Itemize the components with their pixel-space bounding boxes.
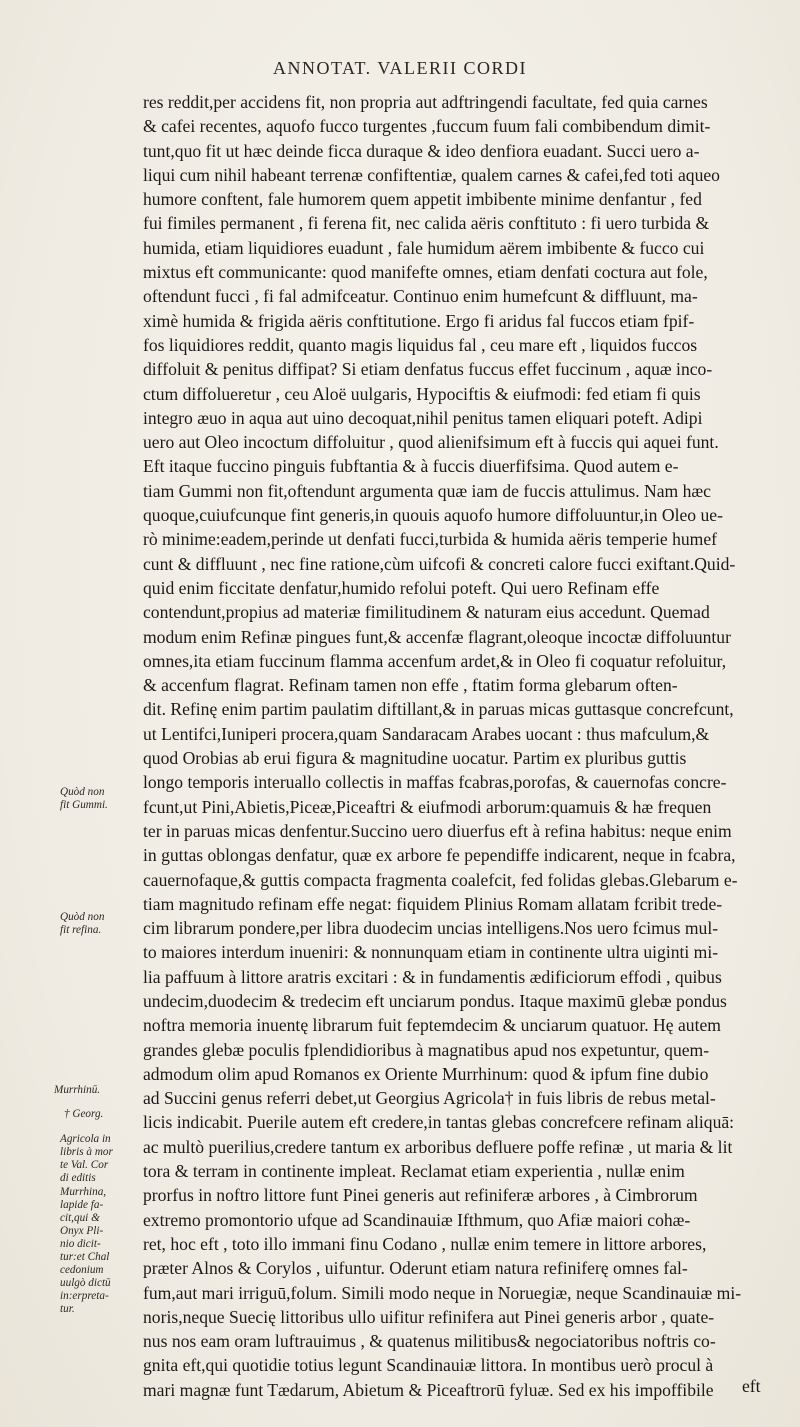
margin-note-murrhinu: Murrhinū. — [54, 1084, 101, 1096]
text-line: in guttas oblongas denfatur, quæ ex arbore fe pependiffe indicarent, neque in fcabra, — [143, 845, 736, 866]
running-head: ANNOTAT. VALERII CORDI — [272, 58, 528, 78]
text-line: dit. Refinę enim partim paulatim diftillant,& in paruas micas guttasque concrefcunt, — [143, 699, 734, 720]
main-text — [143, 90, 783, 1402]
text-line: ut Lentifci,Iuniperi procera,quam Sandaracam Arabes uocant : thus mafculum,& — [143, 723, 710, 744]
text-line: tora & terram in continente impleat. Reclamat etiam experientia , nullæ enim — [143, 1161, 685, 1182]
text-line: liqui cum nihil habeant terrenæ confiftentiæ, qualem carnes & cafei,fed toti aqueo — [143, 164, 720, 185]
text-line: noftra memoria inuentę librarum fuit feptemdecim & unciarum quatuor. Hę autem — [143, 1015, 721, 1036]
text-line: ret, hoc eft , toto illo immani finu Codano , nullæ enim temere in littore arbores, — [143, 1233, 707, 1254]
text-line: longo temporis interuallo collectis in maffas fcabras,porofas, & cauernofas concre- — [143, 772, 727, 793]
text-line: quid enim ficcitate denfatur,humido refolui poteft. Qui uero Refinam effe — [143, 577, 660, 598]
text-line: quoque,cuiufcunque fint generis,in quouis aquofo humore diffoluuntur,in Oleo ue- — [143, 505, 723, 526]
text-line: diffoluit & penitus diffipat? Si etiam denfatus fuccus effet fuccinum , aquæ inco- — [143, 359, 713, 380]
text-line: nus nos eam oram luftrauimus , & quatenus militibus& negociatoribus noftris co- — [143, 1331, 716, 1352]
text-line: admodum olim apud Romanos ex Oriente Murrhinum: quod & ipfum fine dubio — [143, 1063, 709, 1084]
text-line: omnes,ita etiam fuccinum flamma accenfum ardet,& in Oleo fi coquatur refoluitur, — [143, 650, 727, 671]
text-line: res reddit,per accidens fit, non propria aut adftringendi facultate, fed quia carnes — [143, 92, 708, 112]
text-line: ter in paruas micas denfentur.Succino uero diuerfus eft à refina habitus: neque enim — [143, 820, 732, 841]
text-line: fum,aut mari irriguū,folum. Simili modo neque in Noruegiæ, neque Scandinauiæ mi- — [143, 1282, 742, 1303]
text-line: contendunt,propius ad materiæ fimilitudinem & naturam eius accedunt. Quemad — [143, 602, 710, 623]
text-line: Eft itaque fuccino pinguis fubftantia & à fuccis diuerfifsima. Quod autem e- — [143, 456, 679, 477]
text-line: ad Succini genus referri debet,ut Georgius Agricola† in fuis libris de rebus metal- — [143, 1088, 716, 1109]
text-line: oftendunt fucci , fi fal admifceatur. Continuo enim humefcunt & diffluunt, ma- — [143, 286, 698, 307]
text-line: tiam Gummi non fit,oftendunt argumenta quæ iam de fuccis attulimus. Nam hæc — [143, 480, 711, 501]
text-line: gnita eft,qui quotidie totius legunt Scandinauiæ littora. In montibus uerò procul à — [143, 1355, 714, 1376]
text-line: mari magnæ funt Tædarum, Abietum & Piceaftrorū fyluæ. Sed ex his impoffibile — [143, 1379, 714, 1400]
text-line: fcunt,ut Pini,Abietis,Piceæ,Piceaftri & eiufmodi arborum:quamuis & hæ frequen — [143, 796, 712, 817]
text-line: tunt,quo fit ut hæc deinde ficca duraque & ideo denfiora euadant. Succi uero a- — [143, 140, 700, 161]
margin-note-murrhina-lapide: Murrhina, lapide fa- cit,qui & Onyx Pli- nio dicit- tur:et Chal cedonium uulgò dictū in:erpreta- tur. — [60, 1186, 111, 1315]
text-line: integro æuo in aqua aut uino decoquat,nihil penitus tamen eliquari poteft. Adipi — [143, 407, 703, 428]
text-line: noris,neque Suecię littoribus ullo uifitur refinifera aut Pinei generis arbor , quate- — [143, 1306, 715, 1327]
text-line: extremo promontorio ufque ad Scandinauiæ Ifthmum, quo Afiæ maiori cohæ- — [143, 1209, 691, 1230]
text-line: præter Alnos & Corylos , uifuntur. Oderunt etiam natura refiniferę omnes fal- — [143, 1258, 688, 1279]
margin-note-agricola: Agricola in libris à mor te Val. Cor di editis — [60, 1133, 113, 1184]
text-line: fui fimiles permanent , fi ferena fit, nec calida aëris conftituto : fi uero turbida & — [143, 213, 710, 234]
margin-note-georg: † Georg. — [64, 1108, 104, 1120]
text-line: undecim,duodecim & tredecim eft unciarum pondus. Itaque maximū glebæ pondus — [143, 990, 727, 1011]
margin-note-quod-non-fit-resina: Quòd non fit refina. — [60, 911, 105, 936]
text-line: rò minime:eadem,perinde ut denfati fucci,turbida & humida aëris temperie humef — [143, 529, 718, 550]
text-line: mixtus eft communicante: quod manifefte omnes, etiam denfati coctura aut fole, — [143, 262, 708, 283]
text-line: ximè humida & frigida aëris conftitutione. Ergo fi aridus fal fuccos etiam fpif- — [143, 310, 695, 331]
text-line: ac multò puerilius,credere tantum ex arboribus defluere poffe refinæ , ut maria & lit — [143, 1136, 733, 1157]
text-line: modum enim Refinæ pingues funt,& accenfæ flagrant,oleoque incoctæ diffoluuntur — [143, 626, 731, 647]
text-line: humida, etiam liquidiores euadunt , fale humidum aërem imbibente & fucco cui — [143, 237, 705, 258]
text-line: to maiores interdum inueniri: & nonnunquam etiam in continente ultra uiginti mi- — [143, 942, 719, 963]
text-line: humore conftent, fale humorem quem appetit imbibente minime denfantur , fed — [143, 189, 702, 210]
text-line: uero aut Oleo incoctum diffoluitur , quod alienifsimum eft à fuccis qui aquei funt. — [143, 432, 719, 453]
text-line: licis indicabit. Puerile autem eft credere,in tantas glebas concrefcere refinam aliquā: — [143, 1112, 735, 1133]
margin-note-quod-non-fit-gummi: Quòd non fit Gummi. — [60, 786, 108, 811]
text-line: prorfus in noftro littore funt Pinei generis aut refiniferæ arbores , à Cimbrorum — [143, 1185, 698, 1206]
text-line: grandes glebæ poculis fplendidioribus à magnatibus apud nos expetuntur, quem- — [143, 1039, 710, 1060]
text-line: fos liquidiores reddit, quanto magis liquidus fal , ceu mare eft , liquidos fuccos — [143, 334, 698, 355]
text-line: & accenfum flagrat. Refinam tamen non effe , ftatim forma glebarum often- — [143, 675, 678, 696]
text-line: cauernofaque,& guttis compacta fragmenta coalefcit, fed folidas glebas.Glebarum e- — [143, 869, 738, 890]
text-line: tiam magnitudo refinam effe negat: fiquidem Plinius Romam allatam fcribit trede- — [143, 893, 723, 914]
text-line: cim librarum pondere,per libra duodecim uncias intelligens.Nos uero fcimus mul- — [143, 918, 719, 939]
text-line: cunt & diffluunt , nec fine ratione,cùm uifcofi & concreti calore fucci exiftant.Quid- — [143, 553, 736, 574]
text-line: ctum diffolueretur , ceu Aloë uulgaris, Hypociftis & eiufmodi: fed etiam fi quis — [143, 383, 701, 404]
text-line: & cafei recentes, aquofo fucco turgentes ,fuccum fuum fali combibendum dimit- — [143, 116, 711, 137]
catchword: eft — [742, 1376, 761, 1396]
text-line: lia paffuum à littore aratris excitari : & in fundamentis ædificiorum effodi , quibus — [143, 966, 722, 987]
text-line: quod Orobias ab erui figura & magnitudine uocatur. Partim ex pluribus guttis — [143, 748, 687, 769]
